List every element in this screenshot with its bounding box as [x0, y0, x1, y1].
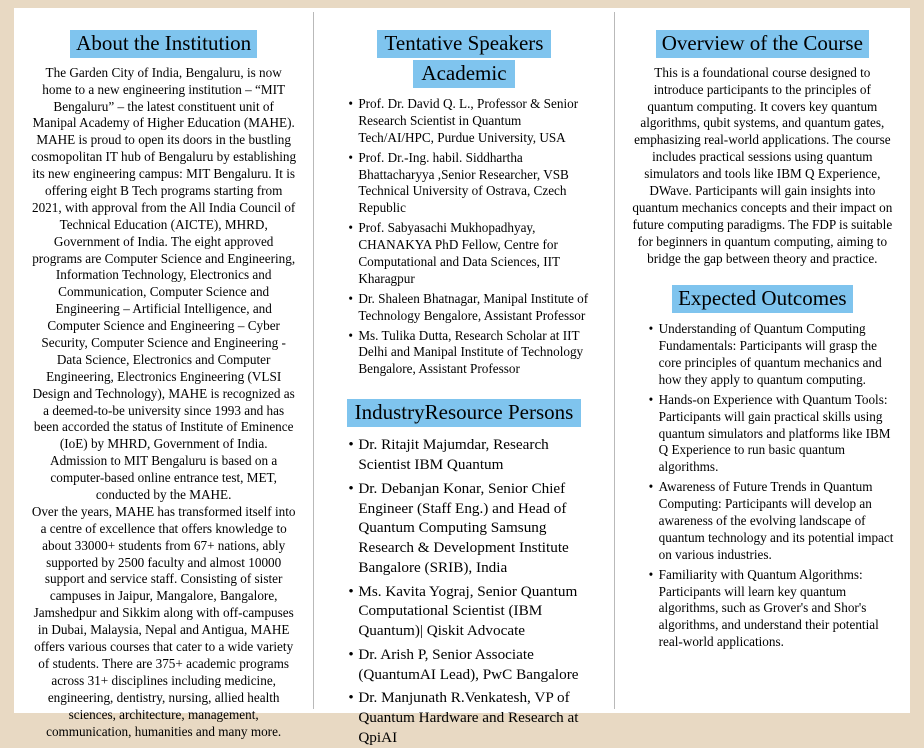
overview-heading-wrap	[631, 30, 894, 58]
about-heading-wrap	[30, 30, 297, 58]
spacer	[330, 381, 597, 399]
expected-outcomes-list	[631, 321, 894, 651]
outcomes-heading-wrap	[631, 285, 894, 313]
industry-heading-wrap	[330, 399, 597, 427]
overview-body	[631, 65, 894, 268]
list-item: • Prof. Dr. David Q. L., Professor & Senior Research Scientist in Quantum Tech/AI/HPC, Purdue University, USA	[348, 96, 597, 147]
tentative-speakers-heading: Tentative Speakers	[377, 30, 552, 58]
list-item: • Prof. Sabyasachi Mukhopadhyay, CHANAKYA PhD Fellow, Centre for Computational and Data Sciences, IIT Kharagpur	[348, 220, 597, 288]
column-course-info	[615, 8, 910, 713]
list-item: • Ms. Kavita Yograj, Senior Quantum Computational Scientist (IBM Quantum)| Qiskit Advocate	[348, 582, 597, 641]
list-item: • Dr. Shaleen Bhatnagar, Manipal Institute of Technology Bengalore, Assistant Professor	[348, 291, 597, 325]
column-speakers	[314, 8, 613, 746]
spacer	[631, 267, 894, 285]
list-item: • Hands-on Experience with Quantum Tools: Participants will gain practical skills using quantum simulators and platforms like IBM Q Experience to run basic quantum algorithms.	[649, 392, 894, 476]
overview-paragraph: This is a foundational course designed to introduce participants to the principles of quantum computing. It covers key quantum algorithms, qubit systems, and quantum gates, emphasizing real-world applications. The course includes practical sessions using quantum simulators and tools like IBM Q Experience, DWave. Participants will gain insights into quantum mechanics concepts and their impact on future computing paradigms. The FDP is suitable for beginners in quantum computing, aiming to bridge the gap between theory and practice.	[632, 64, 893, 266]
list-item: • Prof. Dr.-Ing. habil. Siddhartha Bhattacharyya ,Senior Researcher, VSB Technical University of Ostrava, Czech Republic	[348, 150, 597, 218]
about-paragraph-1: The Garden City of India, Bengaluru, is now home to a new engineering institution – “MIT Bengaluru” – the latest constituent unit of Manipal Academy of Higher Education (MAHE). MAHE is proud to open its doors in the bustling cosmopolitan IT hub of Bengaluru by establishing its new engineering campus: MIT Bengaluru. It is offering eight B Tech programs starting from 2021, with approval from the All India Council of Technical Education (AICTE), MHRD, Government of India. The eight approved programs are Computer Science and Engineering, Information Technology, Electronics and Communication, Computer Science and Engineering – Artificial Intelligence, and Computer Science and Engineering – Cyber Security, Computer Science and Engineering - Data Science, Electronics and Computer Engineering, Electronics Engineering (VLSI Design and Technology), MAHE is recognized as a deemed-to-be university since 1993 and has been accorded the status of Institute of Eminence (IoE) by MHRD, Government of India. Admission to MIT Bengaluru is based on a computer-based online entrance test, MET, conducted by the MAHE.	[31, 64, 297, 503]
list-item: • Dr. Arish P, Senior Associate (QuantumAI Lead), PwC Bangalore	[348, 645, 597, 685]
about-institution-heading: About the Institution	[70, 30, 257, 58]
list-item: • Awareness of Future Trends in Quantum Computing: Participants will develop an awareness of the evolving landscape of quantum technology and its potential impact on various industries.	[649, 479, 894, 563]
list-item: • Familiarity with Quantum Algorithms: Participants will learn key quantum algorithms, such as Grover's and Shor's algorithms, and understand their potential real-world applications.	[649, 567, 894, 651]
list-item: • Dr. Debanjan Konar, Senior Chief Engineer (Staff Eng.) and Head of Quantum Computing Samsung Research & Development Institute Bangalore (SRIB), India	[348, 479, 597, 578]
list-item: • Dr. Manjunath R.Venkatesh, VP of Quantum Hardware and Research at QpiAI	[348, 688, 597, 747]
expected-outcomes-heading: Expected Outcomes	[672, 285, 853, 313]
list-item: • Ms. Tulika Dutta, Research Scholar at IIT Delhi and Manipal Institute of Technology Bengalore, Assistant Professor	[348, 328, 597, 379]
overview-of-course-heading: Overview of the Course	[656, 30, 869, 58]
column-about-institution	[14, 8, 313, 739]
academic-speakers-list	[330, 96, 597, 378]
speakers-heading-wrap	[330, 30, 597, 88]
about-paragraph-2: Over the years, MAHE has transformed itself into a centre of excellence that offers knowledge to about 33000+ students from 67+ nations, ably supported by 2500 faculty and almost 10000 support and service staff. Consisting of sister campuses in Jaipur, Mangalore, Bangalore, Jamshedpur and Sikkim along with off-campuses in Dubai, Malaysia, Nepal and Antigua, MAHE offers various courses that cater to a wide variety of students. There are 375+ academic programs across 31+ disciplines including medicine, engineering, dentistry, nursing, allied health sciences, architecture, management, communication, humanities and many more.	[31, 503, 296, 739]
brochure-page	[14, 8, 910, 746]
industry-speakers-list	[330, 435, 597, 747]
about-institution-body	[30, 65, 297, 741]
industry-resource-persons-heading: IndustryResource Persons	[347, 399, 582, 427]
list-item: • Understanding of Quantum Computing Fundamentals: Participants will grasp the core principles of quantum mechanics and how they apply to quantum computing.	[649, 321, 894, 389]
academic-subheading: Academic	[413, 60, 514, 88]
list-item: • Dr. Ritajit Majumdar, Research Scientist IBM Quantum	[348, 435, 597, 475]
